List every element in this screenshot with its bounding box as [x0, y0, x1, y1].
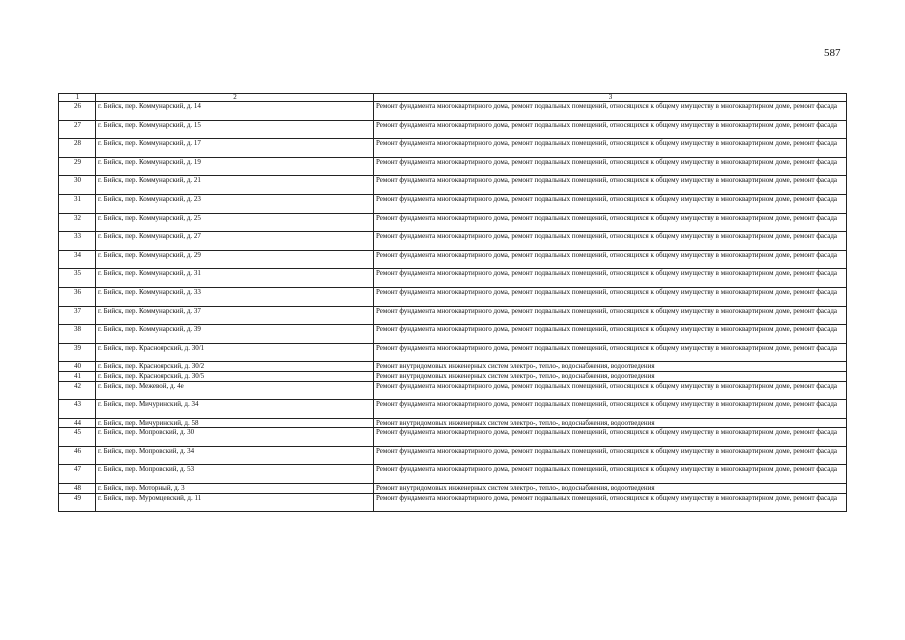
works-cell: Ремонт внутридомовых инженерных систем электро-, тепло-, водоснабжения, водоотведения [374, 418, 847, 428]
address-cell: г. Бийск, пер. Коммунарский, д. 39 [96, 325, 374, 344]
column-header: 3 [374, 94, 847, 102]
page-number: 587 [824, 47, 841, 59]
row-number: 33 [59, 232, 96, 251]
works-cell: Ремонт фундамента многоквартирного дома, ремонт подвальных помещений, относящихся к общему имуществу в многоквартирном доме, ремонт фасада [374, 400, 847, 419]
works-cell: Ремонт фундамента многоквартирного дома, ремонт подвальных помещений, относящихся к общему имуществу в многоквартирном доме, ремонт фасада [374, 306, 847, 325]
table-row [59, 194, 847, 213]
row-number: 47 [59, 465, 96, 484]
address-cell: г. Бийск, пер. Коммунарский, д. 14 [96, 102, 374, 121]
address-cell: г. Бийск, пер. Коммунарский, д. 19 [96, 157, 374, 176]
table-row [59, 428, 847, 447]
works-cell: Ремонт фундамента многоквартирного дома, ремонт подвальных помещений, относящихся к общему имуществу в многоквартирном доме, ремонт фасада [374, 232, 847, 251]
row-number: 45 [59, 428, 96, 447]
works-cell: Ремонт фундамента многоквартирного дома, ремонт подвальных помещений, относящихся к общему имуществу в многоквартирном доме, ремонт фасада [374, 465, 847, 484]
address-cell: г. Бийск, пер. Коммунарский, д. 25 [96, 213, 374, 232]
row-number: 48 [59, 484, 96, 494]
row-number: 29 [59, 157, 96, 176]
address-cell: г. Бийск, пер. Межевой, д. 4е [96, 381, 374, 400]
table-row [59, 446, 847, 465]
table-row [59, 157, 847, 176]
table-row [59, 120, 847, 139]
row-number: 32 [59, 213, 96, 232]
table-row [59, 287, 847, 306]
address-cell: г. Бийск, пер. Красноярский, д. 30/1 [96, 343, 374, 362]
table-row [59, 343, 847, 362]
column-header: 1 [59, 94, 96, 102]
table-row [59, 232, 847, 251]
table-row [59, 213, 847, 232]
row-number: 31 [59, 194, 96, 213]
address-cell: г. Бийск, пер. Коммунарский, д. 21 [96, 176, 374, 195]
row-number: 37 [59, 306, 96, 325]
table-row [59, 371, 847, 381]
table-row [59, 493, 847, 512]
works-cell: Ремонт фундамента многоквартирного дома, ремонт подвальных помещений, относящихся к общему имуществу в многоквартирном доме, ремонт фасада [374, 287, 847, 306]
column-number-row [59, 94, 847, 102]
table-row [59, 381, 847, 400]
row-number: 46 [59, 446, 96, 465]
address-cell: г. Бийск, пер. Коммунарский, д. 31 [96, 269, 374, 288]
row-number: 44 [59, 418, 96, 428]
address-cell: г. Бийск, пер. Красноярский, д. 30/2 [96, 362, 374, 372]
row-number: 40 [59, 362, 96, 372]
table-row [59, 269, 847, 288]
row-number: 36 [59, 287, 96, 306]
row-number: 30 [59, 176, 96, 195]
address-cell: г. Бийск, пер. Муромцевский, д. 11 [96, 493, 374, 512]
table-row [59, 362, 847, 372]
address-cell: г. Бийск, пер. Мопровский, д. 53 [96, 465, 374, 484]
address-cell: г. Бийск, пер. Мопровский, д. 30 [96, 428, 374, 447]
column-header: 2 [96, 94, 374, 102]
address-cell: г. Бийск, пер. Мичуринский, д. 58 [96, 418, 374, 428]
row-number: 35 [59, 269, 96, 288]
works-cell: Ремонт фундамента многоквартирного дома, ремонт подвальных помещений, относящихся к общему имуществу в многоквартирном доме, ремонт фасада [374, 176, 847, 195]
row-number: 26 [59, 102, 96, 121]
works-cell: Ремонт фундамента многоквартирного дома, ремонт подвальных помещений, относящихся к общему имуществу в многоквартирном доме, ремонт фасада [374, 250, 847, 269]
address-cell: г. Бийск, пер. Коммунарский, д. 29 [96, 250, 374, 269]
table-row [59, 400, 847, 419]
works-cell: Ремонт фундамента многоквартирного дома, ремонт подвальных помещений, относящихся к общему имуществу в многоквартирном доме, ремонт фасада [374, 213, 847, 232]
works-cell: Ремонт фундамента многоквартирного дома, ремонт подвальных помещений, относящихся к общему имуществу в многоквартирном доме, ремонт фасада [374, 493, 847, 512]
works-cell: Ремонт фундамента многоквартирного дома, ремонт подвальных помещений, относящихся к общему имуществу в многоквартирном доме, ремонт фасада [374, 269, 847, 288]
address-cell: г. Бийск, пер. Коммунарский, д. 37 [96, 306, 374, 325]
works-cell: Ремонт внутридомовых инженерных систем электро-, тепло-, водоснабжения, водоотведения [374, 371, 847, 381]
works-cell: Ремонт внутридомовых инженерных систем электро-, тепло-, водоснабжения, водоотведения [374, 484, 847, 494]
address-cell: г. Бийск, пер. Коммунарский, д. 27 [96, 232, 374, 251]
table-row [59, 325, 847, 344]
row-number: 42 [59, 381, 96, 400]
row-number: 43 [59, 400, 96, 419]
works-cell: Ремонт фундамента многоквартирного дома, ремонт подвальных помещений, относящихся к общему имуществу в многоквартирном доме, ремонт фасада [374, 102, 847, 121]
row-number: 49 [59, 493, 96, 512]
works-cell: Ремонт внутридомовых инженерных систем электро-, тепло-, водоснабжения, водоотведения [374, 362, 847, 372]
works-cell: Ремонт фундамента многоквартирного дома, ремонт подвальных помещений, относящихся к общему имуществу в многоквартирном доме, ремонт фасада [374, 343, 847, 362]
row-number: 34 [59, 250, 96, 269]
table-row [59, 465, 847, 484]
table-row [59, 176, 847, 195]
table-row [59, 102, 847, 121]
row-number: 28 [59, 139, 96, 158]
table-row [59, 484, 847, 494]
works-cell: Ремонт фундамента многоквартирного дома, ремонт подвальных помещений, относящихся к общему имуществу в многоквартирном доме, ремонт фасада [374, 381, 847, 400]
address-cell: г. Бийск, пер. Мопровский, д. 34 [96, 446, 374, 465]
row-number: 41 [59, 371, 96, 381]
works-cell: Ремонт фундамента многоквартирного дома, ремонт подвальных помещений, относящихся к общему имуществу в многоквартирном доме, ремонт фасада [374, 325, 847, 344]
works-cell: Ремонт фундамента многоквартирного дома, ремонт подвальных помещений, относящихся к общему имуществу в многоквартирном доме, ремонт фасада [374, 139, 847, 158]
address-cell: г. Бийск, пер. Моторный, д. 3 [96, 484, 374, 494]
works-cell: Ремонт фундамента многоквартирного дома, ремонт подвальных помещений, относящихся к общему имуществу в многоквартирном доме, ремонт фасада [374, 194, 847, 213]
works-cell: Ремонт фундамента многоквартирного дома, ремонт подвальных помещений, относящихся к общему имуществу в многоквартирном доме, ремонт фасада [374, 157, 847, 176]
works-cell: Ремонт фундамента многоквартирного дома, ремонт подвальных помещений, относящихся к общему имуществу в многоквартирном доме, ремонт фасада [374, 446, 847, 465]
works-cell: Ремонт фундамента многоквартирного дома, ремонт подвальных помещений, относящихся к общему имуществу в многоквартирном доме, ремонт фасада [374, 428, 847, 447]
address-cell: г. Бийск, пер. Коммунарский, д. 33 [96, 287, 374, 306]
address-cell: г. Бийск, пер. Красноярский, д. 30/5 [96, 371, 374, 381]
table-row [59, 418, 847, 428]
table-row [59, 139, 847, 158]
address-cell: г. Бийск, пер. Коммунарский, д. 17 [96, 139, 374, 158]
address-cell: г. Бийск, пер. Коммунарский, д. 23 [96, 194, 374, 213]
table-row [59, 306, 847, 325]
row-number: 39 [59, 343, 96, 362]
works-cell: Ремонт фундамента многоквартирного дома, ремонт подвальных помещений, относящихся к общему имуществу в многоквартирном доме, ремонт фасада [374, 120, 847, 139]
table-row [59, 250, 847, 269]
row-number: 38 [59, 325, 96, 344]
address-cell: г. Бийск, пер. Мичуринский, д. 34 [96, 400, 374, 419]
repair-register-table [58, 93, 847, 512]
row-number: 27 [59, 120, 96, 139]
address-cell: г. Бийск, пер. Коммунарский, д. 15 [96, 120, 374, 139]
